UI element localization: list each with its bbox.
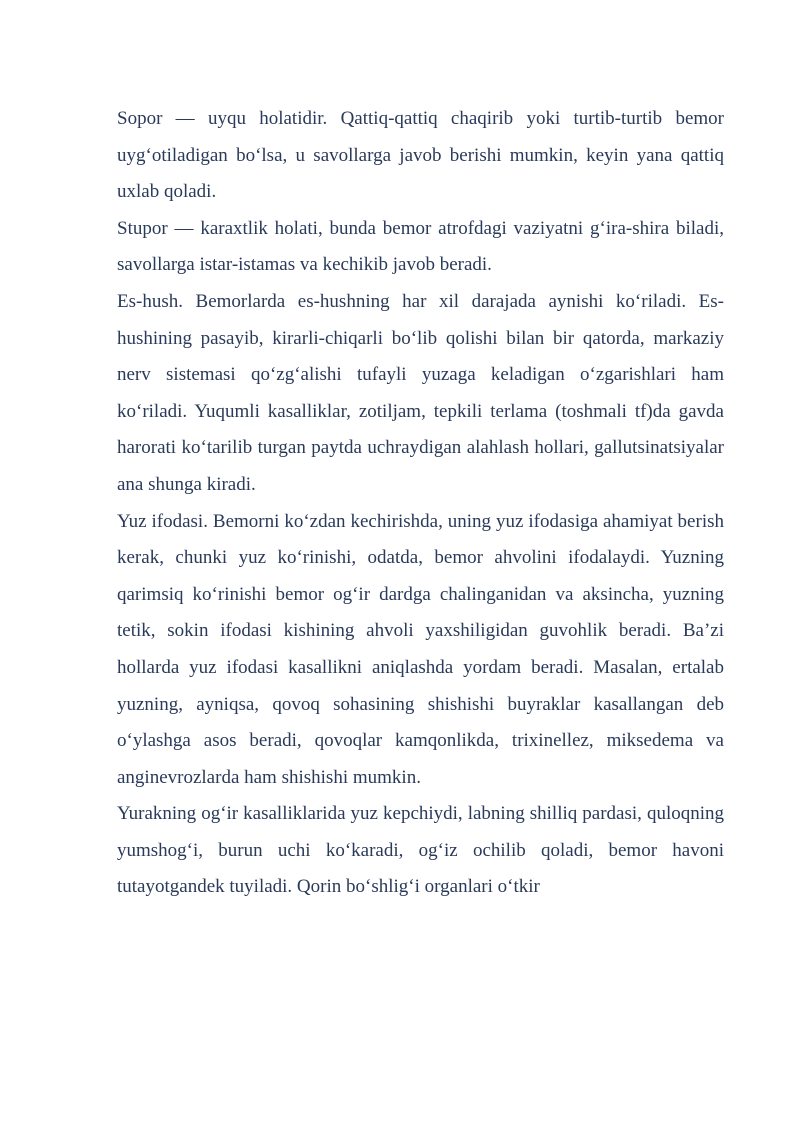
document-page xyxy=(117,101,724,906)
paragraph-yurak-kasalliklari: Yurakning og‘ir kasalliklarida yuz kepchiydi, labning shilliq pardasi, quloqning yumshog‘i, burun uchi ko‘karadi, og‘iz ochilib qoladi, bemor havoni tutayotgandek tuyiladi. Qorin bo‘shlig‘i organlari o‘tkir xyxy=(117,803,724,898)
paragraph-sopor: Sopor — uyqu holatidir. Qattiq-qattiq chaqirib yoki turtib-turtib bemor uyg‘otiladigan bo‘lsa, u savollarga javob berishi mumkin, keyin yana qattiq uxlab qoladi. xyxy=(117,108,724,203)
paragraph-es-hush: Es-hush. Bemorlarda es-hushning har xil darajada aynishi ko‘riladi. Es-hushining pasayib, kirarli-chiqarli bo‘lib qolishi bilan bir qatorda, markaziy nerv sistemasi qo‘zg‘alishi tufayli yuzaga keladigan o‘zgarishlari ham ko‘riladi. Yuqumli kasalliklar, zotiljam, tepkili terlama (toshmali tf)da gavda harorati ko‘tarilib turgan paytda uchraydigan alahlash hollari, gallutsinatsiyalar ana shunga kiradi. xyxy=(117,290,724,495)
paragraph-yuz-ifodasi: Yuz ifodasi. Bemorni ko‘zdan kechirishda, uning yuz ifodasiga ahamiyat berish kerak, chunki yuz ko‘rinishi, odatda, bemor ahvolini ifodalaydi. Yuzning qarimsiq ko‘rinishi bemor og‘ir dardga chalinganidan va aksincha, yuzning tetik, sokin ifodasi kishining ahvoli yaxshiligidan guvohlik beradi. Ba’zi hollarda yuz ifodasi kasallikni aniqlashda yordam beradi. Masalan, ertalab yuzning, ayniqsa, qovoq sohasining shishishi buyraklar kasallangan deb o‘ylashga asos beradi, qovoqlar kamqonlikda, trixinellez, miksedema va anginevrozlarda ham shishishi mumkin. xyxy=(117,510,724,788)
paragraph-stupor: Stupor — karaxtlik holati, bunda bemor atrofdagi vaziyatni g‘ira-shira biladi, savollarga istar-istamas va kechikib javob beradi. xyxy=(117,217,724,276)
